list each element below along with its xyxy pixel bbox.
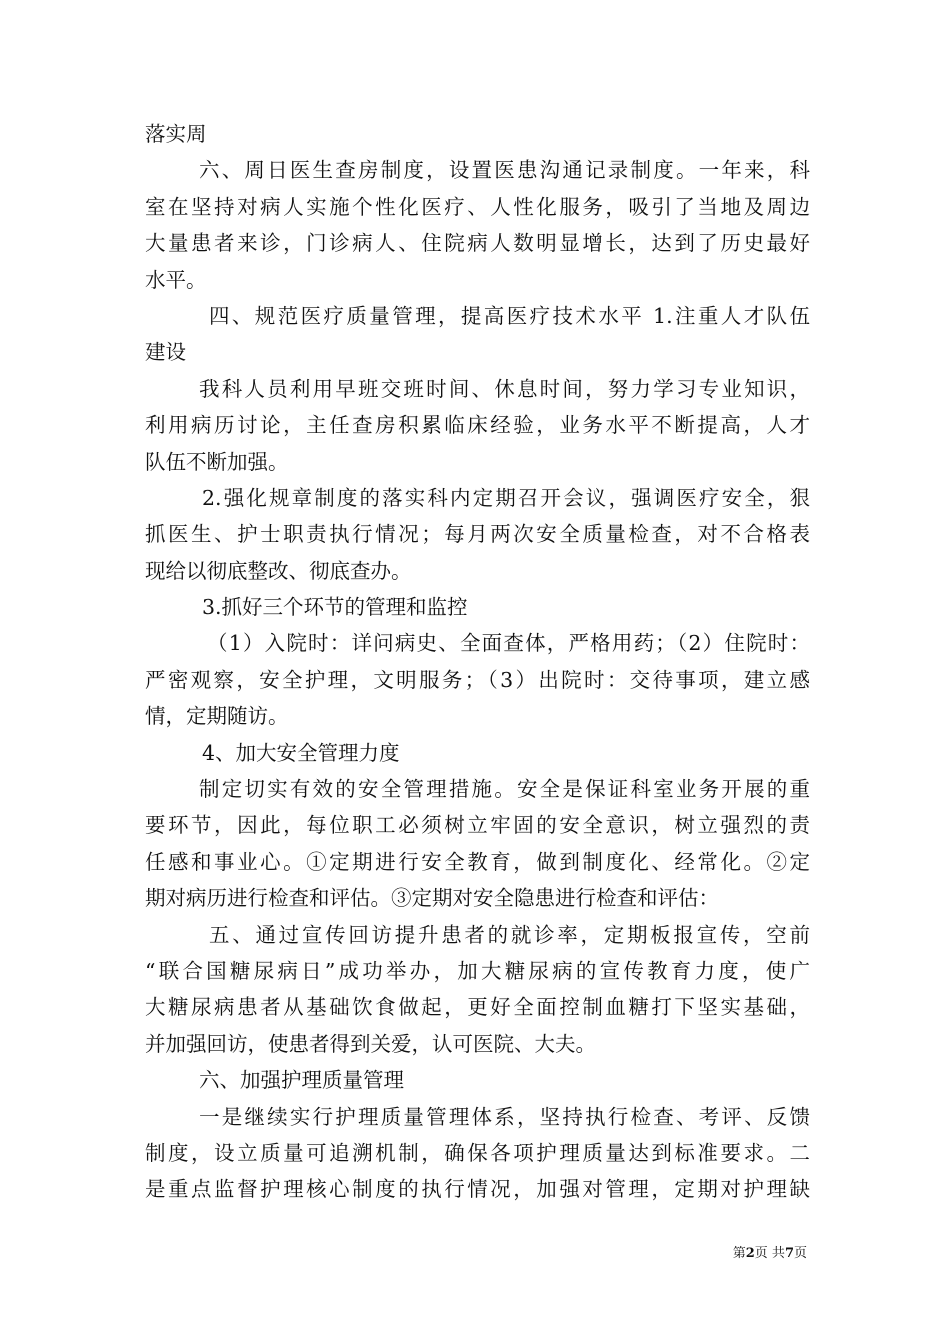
text-line: 并加强回访，使患者得到关爱，认可医院、大夫。 (145, 1031, 596, 1056)
document-body (145, 116, 810, 1208)
text-line: 制度，设立质量可追溯机制，确保各项护理质量达到标准要求。二 (145, 1140, 810, 1165)
text-line: 我科人员利用早班交班时间、休息时间，努力学习专业知识， (199, 376, 810, 401)
text-line: 室在坚持对病人实施个性化医疗、人性化服务，吸引了当地及周边 (145, 194, 810, 219)
total-pages-number: 7 (784, 1246, 794, 1261)
text-line: 3.抓好三个环节的管理和监控 (202, 595, 468, 620)
text-line: 五、通过宣传回访提升患者的就诊率，定期板报宣传，空前 (209, 922, 810, 947)
text-line: 落实周 (145, 122, 207, 146)
text-line: 水平。 (145, 267, 207, 292)
text-line: 六、加强护理质量管理 (199, 1068, 404, 1093)
text-line: 是重点监督护理核心制度的执行情况，加强对管理，定期对护理缺 (145, 1177, 810, 1202)
text-line: 利用病历讨论，主任查房积累临床经验，业务水平不断提高，人才 (145, 413, 810, 438)
text-line: 要环节，因此，每位职工必须树立牢固的安全意识，树立强烈的责 (145, 813, 810, 838)
text-line: 大量患者来诊，门诊病人、住院病人数明显增长，达到了历史最好 (145, 231, 810, 256)
footer-prefix: 第 (732, 1246, 746, 1261)
text-line: 队伍不断加强。 (145, 449, 289, 474)
text-line: 2.强化规章制度的落实科内定期召开会议，强调医疗安全，狠 (202, 485, 810, 510)
text-line: 严密观察，安全护理，文明服务；（3）出院时：交待事项，建立感 (145, 667, 810, 692)
text-line: 制定切实有效的安全管理措施。安全是保证科室业务开展的重 (199, 777, 810, 802)
text-line: 大糖尿病患者从基础饮食做起，更好全面控制血糖打下坚实基础， (145, 995, 810, 1020)
text-line: 六、周日医生查房制度，设置医患沟通记录制度。一年来，科 (199, 158, 810, 183)
text-line: 一是继续实行护理质量管理体系，坚持执行检查、考评、反馈 (199, 1104, 810, 1129)
current-page-number: 2 (745, 1246, 755, 1261)
text-line: 期对病历进行检查和评估。③定期对安全隐患进行检查和评估： (145, 886, 719, 911)
page-footer (733, 1245, 807, 1263)
text-line: “联合国糖尿病日”成功举办，加大糖尿病的宣传教育力度，使广 (145, 958, 810, 983)
text-line: 任感和事业心。①定期进行安全教育，做到制度化、经常化。②定 (145, 849, 810, 874)
text-line: 四、规范医疗质量管理，提高医疗技术水平 1.注重人才队伍 (209, 303, 810, 328)
text-line: 现给以彻底整改、彻底查办。 (145, 558, 412, 583)
text-line: 情，定期随访。 (145, 704, 289, 729)
footer-middle: 页 共 (754, 1246, 785, 1261)
text-line: 4、加大安全管理力度 (202, 740, 400, 765)
text-line: 建设 (145, 340, 186, 365)
footer-suffix: 页 (793, 1246, 807, 1261)
text-line: （1）入院时：详问病史、全面查体，严格用药；（2）住院时： (207, 631, 810, 656)
text-line: 抓医生、护士职责执行情况；每月两次安全质量检查，对不合格表 (145, 522, 810, 547)
